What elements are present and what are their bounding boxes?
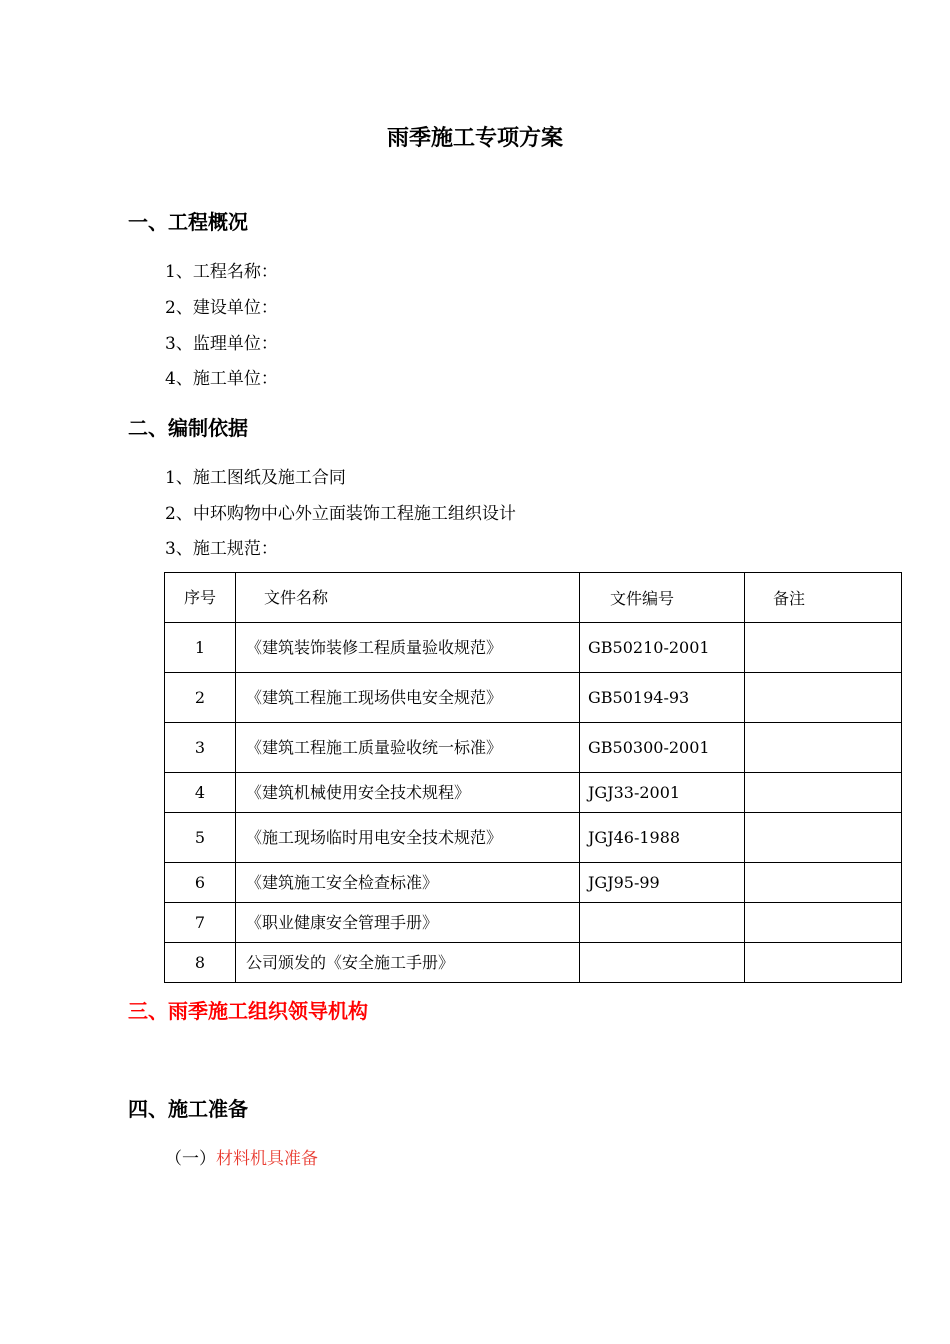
row-code [580, 903, 745, 943]
list-item: 2、中环购物中心外立面装饰工程施工组织设计 [165, 504, 516, 524]
table-row [165, 723, 902, 773]
row-no: 6 [165, 863, 236, 903]
row-name: 《建筑机械使用安全技术规程》 [236, 773, 580, 813]
row-note [745, 813, 902, 863]
row-no: 4 [165, 773, 236, 813]
row-note [745, 673, 902, 723]
row-code: JGJ46-1988 [580, 813, 745, 863]
row-note [745, 623, 902, 673]
row-name: 《施工现场临时用电安全技术规范》 [236, 813, 580, 863]
table-header-row [165, 573, 902, 623]
row-note [745, 723, 902, 773]
specifications-table [164, 572, 902, 983]
header-note: 备注 [745, 573, 902, 623]
row-no: 8 [165, 943, 236, 983]
table-row [165, 903, 902, 943]
row-no: 1 [165, 623, 236, 673]
row-no: 7 [165, 903, 236, 943]
row-no: 5 [165, 813, 236, 863]
section-heading-rain-organization: 三、雨季施工组织领导机构 [128, 999, 368, 1023]
table-row [165, 863, 902, 903]
section-heading-basis: 二、编制依据 [128, 416, 248, 440]
section-heading-overview: 一、工程概况 [128, 210, 248, 234]
row-name: 公司颁发的《安全施工手册》 [236, 943, 580, 983]
row-name: 《建筑施工安全检查标准》 [236, 863, 580, 903]
row-no: 2 [165, 673, 236, 723]
table-row [165, 943, 902, 983]
table-row [165, 623, 902, 673]
row-code: GB50210-2001 [580, 623, 745, 673]
table-row [165, 813, 902, 863]
row-code: JGJ95-99 [580, 863, 745, 903]
list-item: 4、施工单位： [165, 369, 278, 389]
list-item: 2、建设单位： [165, 298, 278, 318]
header-name: 文件名称 [236, 573, 580, 623]
row-no: 3 [165, 723, 236, 773]
subsection-label: 材料机具准备 [216, 1149, 318, 1169]
row-name: 《建筑工程施工质量验收统一标准》 [236, 723, 580, 773]
section-heading-preparation: 四、施工准备 [128, 1097, 248, 1121]
row-code [580, 943, 745, 983]
row-note [745, 903, 902, 943]
row-code: GB50300-2001 [580, 723, 745, 773]
row-name: 《建筑工程施工现场供电安全规范》 [236, 673, 580, 723]
header-no: 序号 [165, 573, 236, 623]
row-note [745, 943, 902, 983]
list-item: 3、监理单位： [165, 334, 278, 354]
document-title: 雨季施工专项方案 [386, 126, 563, 151]
header-code: 文件编号 [580, 573, 745, 623]
row-code: GB50194-93 [580, 673, 745, 723]
row-note [745, 863, 902, 903]
table-row [165, 673, 902, 723]
subsection-materials [165, 1147, 318, 1171]
row-name: 《职业健康安全管理手册》 [236, 903, 580, 943]
list-item: 3、施工规范： [165, 539, 278, 559]
subsection-prefix: （一） [165, 1149, 216, 1169]
table-row [165, 773, 902, 813]
list-item: 1、施工图纸及施工合同 [165, 468, 346, 488]
row-code: JGJ33-2001 [580, 773, 745, 813]
list-item: 1、工程名称： [165, 262, 278, 282]
row-name: 《建筑装饰装修工程质量验收规范》 [236, 623, 580, 673]
row-note [745, 773, 902, 813]
